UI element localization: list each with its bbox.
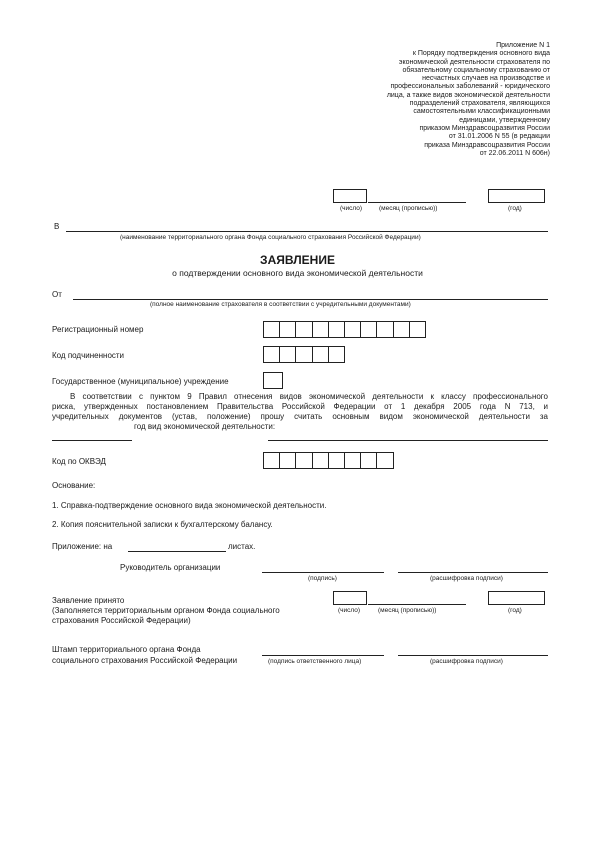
- appendix-line: единицами, утвержденному: [459, 116, 550, 124]
- page-title: ЗАЯВЛЕНИЕ: [260, 253, 335, 267]
- reg-number-cell[interactable]: [393, 321, 410, 338]
- year-box[interactable]: [488, 189, 545, 203]
- sub-code-cell[interactable]: [295, 346, 312, 363]
- day-caption: (число): [340, 205, 363, 212]
- reg-number-cells[interactable]: [263, 321, 425, 338]
- sub-code-cell[interactable]: [328, 346, 345, 363]
- okved-cell[interactable]: [360, 452, 377, 469]
- accepted-day-box[interactable]: [333, 591, 367, 605]
- stamp-line-2: социального страхования Российской Федерации: [52, 656, 238, 665]
- okved-cell[interactable]: [312, 452, 329, 469]
- from-label: От: [52, 290, 62, 299]
- appendix-line: несчастных случаев на производстве и: [422, 75, 550, 83]
- page-subtitle: о подтверждении основного вида экономической деятельности: [172, 268, 423, 278]
- state-inst-box[interactable]: [263, 372, 283, 389]
- accepted-year-box[interactable]: [488, 591, 545, 605]
- sub-code-cell[interactable]: [279, 346, 296, 363]
- appendix-line: от 22.06.2011 N 606н): [479, 149, 550, 157]
- okved-cell[interactable]: [295, 452, 312, 469]
- appendix-line: к Порядку подтверждения основного вида: [412, 50, 550, 58]
- sub-code-label: Код подчиненности: [52, 351, 125, 360]
- okved-cell[interactable]: [328, 452, 345, 469]
- accepted-line-1: Заявление принято: [52, 596, 125, 605]
- paragraph-line-1: В соответствии с пунктом 9 Правил отнесения видов экономической деятельности к классу профессионального: [70, 392, 548, 401]
- reg-number-cell[interactable]: [279, 321, 296, 338]
- head-label: Руководитель организации: [120, 563, 221, 572]
- reg-number-cell[interactable]: [344, 321, 361, 338]
- request-paragraph: [52, 392, 548, 432]
- stamp-decode-line[interactable]: [398, 655, 548, 656]
- to-label: В: [54, 222, 60, 231]
- year-blank-line[interactable]: [52, 440, 132, 441]
- stamp-sign-line[interactable]: [262, 655, 384, 656]
- accepted-month-caption: (месяц (прописью)): [378, 607, 437, 614]
- paragraph-line-2: риска, утвержденных постановлением Правительства Российской Федерации от 1 декабря 2005 года N 713, и: [52, 402, 548, 411]
- appendix-line: обязательному социальному страхованию от: [402, 66, 550, 74]
- appendix-line: экономической деятельности страхователя по: [398, 58, 550, 66]
- stamp-line-1: Штамп территориального органа Фонда: [52, 645, 201, 654]
- appendix-line: Приложение N 1: [496, 42, 550, 49]
- accepted-year-caption: (год): [508, 607, 522, 614]
- stamp-decode-caption: (расшифровка подписи): [430, 658, 503, 665]
- reg-number-cell[interactable]: [409, 321, 426, 338]
- sub-code-cell[interactable]: [312, 346, 329, 363]
- attachment-suffix: листах.: [228, 542, 256, 551]
- basis-item-1: 1. Справка-подтверждение основного вида экономической деятельности.: [52, 501, 327, 510]
- appendix-line: приказа Минздравсоцразвития России: [424, 141, 550, 149]
- month-line: [368, 202, 466, 203]
- sub-code-cells[interactable]: [263, 346, 344, 363]
- attachment-count-line[interactable]: [128, 551, 226, 552]
- reg-number-cell[interactable]: [295, 321, 312, 338]
- paragraph-line-4: год вид экономической деятельности:: [134, 422, 276, 431]
- paragraph-line-3: учредительных документов (устав, положение) прошу считать основным видом экономической деятельности за: [52, 412, 548, 421]
- head-sign-caption: (подпись): [308, 575, 337, 582]
- month-caption: (месяц (прописью)): [379, 205, 438, 212]
- day-box[interactable]: [333, 189, 367, 203]
- accepted-month-line: [368, 604, 466, 605]
- accepted-line-3: страхования Российской Федерации): [52, 616, 191, 625]
- from-line[interactable]: [73, 299, 548, 300]
- reg-number-cell[interactable]: [328, 321, 345, 338]
- appendix-line: профессиональных заболеваний - юридического: [390, 83, 550, 91]
- appendix-line: подразделений страхователя, являющихся: [409, 100, 550, 108]
- attachment-prefix: Приложение: на: [52, 542, 113, 551]
- activity-line[interactable]: [268, 440, 548, 441]
- appendix-line: приказом Минздравсоцразвития России: [419, 124, 550, 132]
- head-decode-line[interactable]: [398, 572, 548, 573]
- okved-cell[interactable]: [279, 452, 296, 469]
- state-inst-label: Государственное (муниципальное) учреждение: [52, 377, 229, 386]
- appendix-line: самостоятельными классификационными: [413, 108, 550, 116]
- reg-number-cell[interactable]: [263, 321, 280, 338]
- appendix-line: от 31.01.2006 N 55 (в редакции: [448, 133, 550, 141]
- basis-label: Основание:: [52, 481, 96, 490]
- okved-cell[interactable]: [376, 452, 393, 469]
- year-caption: (год): [508, 205, 522, 212]
- reg-number-label: Регистрационный номер: [52, 325, 144, 334]
- appendix-note: [352, 42, 550, 158]
- okved-cell[interactable]: [344, 452, 361, 469]
- okved-label: Код по ОКВЭД: [52, 457, 106, 466]
- appendix-line: лица, а также видов экономической деятельности: [386, 91, 550, 99]
- basis-item-2: 2. Копия пояснительной записки к бухгалтерскому балансу.: [52, 520, 273, 529]
- to-line[interactable]: [66, 231, 548, 232]
- to-caption: (наименование территориального органа Фонда социального страхования Российской Федерации): [120, 234, 421, 241]
- stamp-sign-caption: (подпись ответственного лица): [268, 658, 362, 665]
- head-sign-line[interactable]: [262, 572, 384, 573]
- okved-cells[interactable]: [263, 452, 393, 469]
- sub-code-cell[interactable]: [263, 346, 280, 363]
- reg-number-cell[interactable]: [312, 321, 329, 338]
- okved-cell[interactable]: [263, 452, 280, 469]
- reg-number-cell[interactable]: [360, 321, 377, 338]
- from-caption: (полное наименование страхователя в соответствии с учредительными документами): [150, 301, 411, 308]
- head-decode-caption: (расшифровка подписи): [430, 575, 503, 582]
- accepted-line-2: (Заполняется территориальным органом Фонда социального: [52, 606, 280, 615]
- accepted-day-caption: (число): [338, 607, 361, 614]
- reg-number-cell[interactable]: [376, 321, 393, 338]
